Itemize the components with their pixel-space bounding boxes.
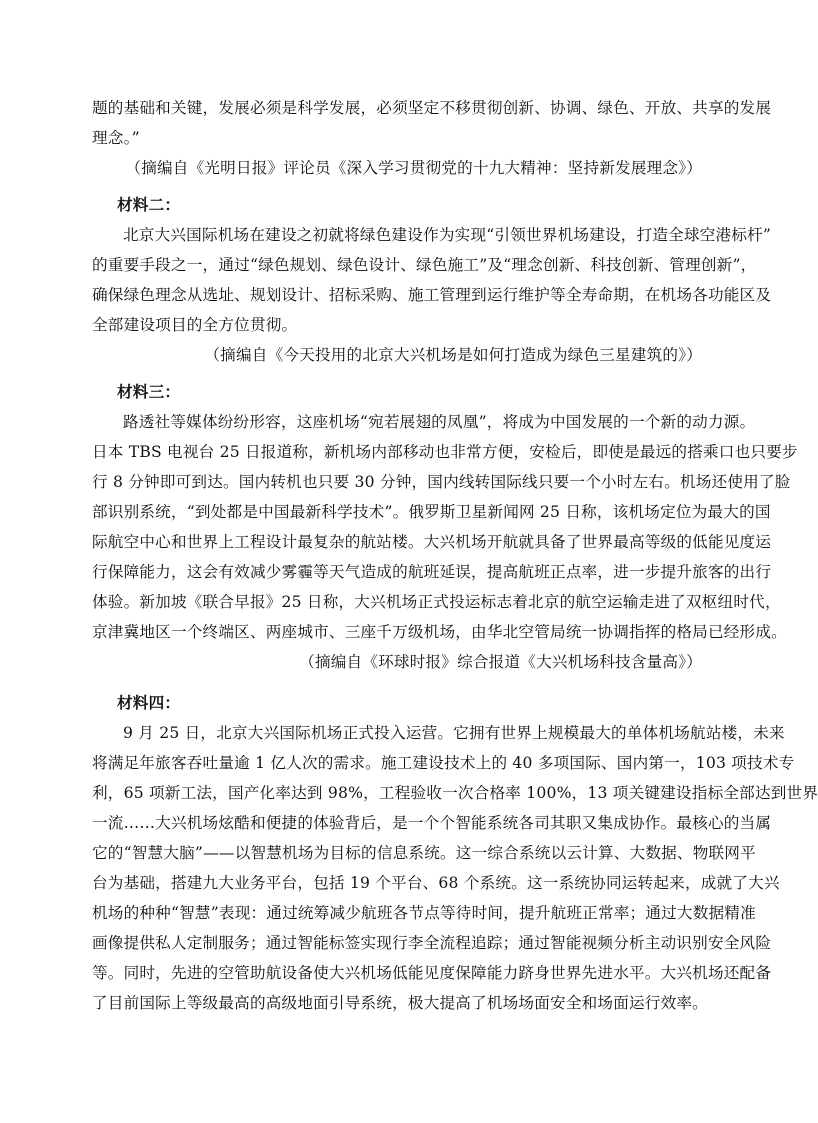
- material-four-line-3: 利，65 项新工法，国产化率达到 98%，工程验收一次合格率 100%，13 项关键建设指标全部达到世界: [92, 784, 818, 802]
- material-three-line-3: 行 8 分钟即可到达。国内转机也只要 30 分钟，国内线转国际线只要一个小时左右。机场还使用了脸: [92, 473, 791, 491]
- material-two-source: （摘编自《今天投用的北京大兴机场是如何打造成为绿色三星建筑的》）: [204, 346, 702, 364]
- material-three-line-2: 日本 TBS 电视台 25 日报道称，新机场内部移动也非常方便，安检后，即使是最远的搭乘口也只要步: [92, 443, 798, 461]
- material-three-line-8: 京津冀地区一个终端区、两座城市、三座千万级机场，由华北空管局统一协调指挥的格局已经形成。: [92, 623, 787, 641]
- material-four-line-4: 一流……大兴机场炫酷和便捷的体验背后，是一个个智能系统各司其职又集成协作。最核心的当属: [92, 814, 772, 832]
- material-four-line-6: 台为基础，搭建九大业务平台，包括 19 个平台、68 个系统。这一系统协同运转起来，成就了大兴: [92, 874, 780, 892]
- material-four-line-9: 等。同时，先进的空管助航设备使大兴机场低能见度保障能力跻身世界先进水平。大兴机场还配备: [92, 964, 772, 982]
- material-four-line-7: 机场的种种“智慧”表现：通过统筹减少航班各节点等待时间，提升航班正常率；通过大数据精准: [92, 904, 756, 922]
- material-three-line-4: 部识别系统，“到处都是中国最新科学技术”。俄罗斯卫星新闻网 25 日称，该机场定位为最大的国: [92, 503, 771, 521]
- material-four-line-10: 了目前国际上等级最高的高级地面引导系统，极大提高了机场场面安全和场面运行效率。: [92, 994, 708, 1012]
- material-four-line-2: 将满足年旅客吞吐量逾 1 亿人次的需求。施工建设技术上的 40 多项国际、国内第一，103 项技术专: [92, 754, 795, 772]
- intro-source: （摘编自《光明日报》评论员《深入学习贯彻党的十九大精神：坚持新发展理念》）: [125, 159, 702, 177]
- material-four-heading: 材料四：: [117, 693, 181, 712]
- material-two-heading: 材料二：: [117, 195, 181, 214]
- material-four-line-1: 9 月 25 日，北京大兴国际机场正式投入运营。它拥有世界上规模最大的单体机场航站楼，未来: [123, 724, 785, 742]
- intro-line-2: 理念。”: [92, 129, 140, 147]
- material-two-line-1: 北京大兴国际机场在建设之初就将绿色建设作为实现“引领世界机场建设，打造全球空港标杆”: [123, 226, 772, 244]
- material-two-line-4: 全部建设项目的全方位贯彻。: [92, 316, 298, 334]
- material-two-line-3: 确保绿色理念从选址、规划设计、招标采购、施工管理到运行维护等全寿命期，在机场各功能区及: [92, 286, 772, 304]
- material-two-section: [92, 190, 772, 370]
- material-three-line-1: 路透社等媒体纷纷形容，这座机场“宛若展翅的凤凰”，将成为中国发展的一个新的动力源。: [123, 413, 756, 431]
- intro-section: [92, 93, 772, 183]
- material-four-section: [92, 688, 818, 1018]
- material-four-line-8: 画像提供私人定制服务；通过智能标签实现行李全流程追踪；通过智能视频分析主动识别安全风险: [92, 934, 772, 952]
- material-three-heading: 材料三：: [117, 382, 181, 401]
- material-two-line-2: 的重要手段之一，通过“绿色规划、绿色设计、绿色施工”及“理念创新、科技创新、管理创新”，: [92, 256, 757, 274]
- material-three-line-6: 行保障能力，这会有效减少雾霾等天气造成的航班延误，提高航班正点率，进一步提升旅客的出行: [92, 563, 772, 581]
- material-three-line-5: 际航空中心和世界上工程设计最复杂的航站楼。大兴机场开航就具备了世界最高等级的低能见度运: [92, 533, 772, 551]
- material-four-line-5: 它的“智慧大脑”——以智慧机场为目标的信息系统。这一综合系统以云计算、大数据、物联网平: [92, 844, 756, 862]
- material-three-source: （摘编自《环球时报》综合报道《大兴机场科技含量高》）: [299, 653, 702, 671]
- material-three-line-7: 体验。新加坡《联合早报》25 日称，大兴机场正式投运标志着北京的航空运输走进了双枢纽时代，: [92, 593, 781, 611]
- material-three-section: [92, 377, 798, 677]
- intro-line-1: 题的基础和关键，发展必须是科学发展，必须坚定不移贯彻创新、协调、绿色、开放、共享的发展: [92, 99, 772, 117]
